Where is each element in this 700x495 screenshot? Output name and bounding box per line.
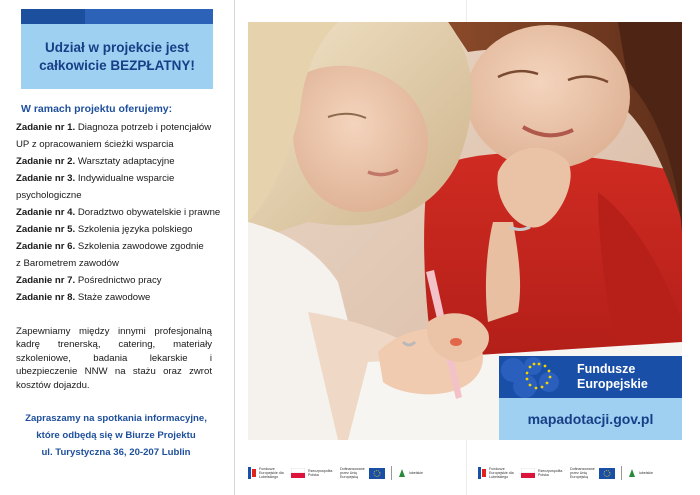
task-text: Indywidualne wsparcie <box>77 173 175 184</box>
eu-flag-icon <box>599 468 615 479</box>
poland-text: Rzeczpospolita Polska <box>538 469 563 477</box>
eu-funds-url-box <box>499 398 682 440</box>
region-mark-icon <box>398 468 406 478</box>
task-label: Zadanie nr 1. <box>16 122 76 133</box>
task-text: Szkolenia języka polskiego <box>77 224 193 235</box>
poland-flag-icon <box>521 468 535 478</box>
left-panel <box>0 0 234 495</box>
banner-line-1: Udział w projekcie jest <box>44 39 190 55</box>
task-text: Pośrednictwo pracy <box>77 275 162 286</box>
free-participation-banner <box>21 24 213 89</box>
funds-mark-icon <box>248 467 256 479</box>
eu-stars-icon <box>499 356 569 398</box>
task-line <box>16 272 232 289</box>
poland-logo <box>291 468 334 478</box>
poland-text: Rzeczpospolita Polska <box>308 469 333 477</box>
region-logo <box>398 468 435 478</box>
header-bar-dark <box>21 9 85 24</box>
task-list <box>16 119 232 306</box>
logo-strip-right <box>478 462 665 484</box>
header-bar-mid <box>85 9 213 24</box>
task-line <box>16 255 232 272</box>
eu-funds-title <box>577 362 648 392</box>
funds-mark-icon <box>478 467 486 479</box>
task-line <box>16 136 232 153</box>
task-label: Zadanie nr 2. <box>16 156 76 167</box>
eu-cofinanced-text: Dofinansowane przez Unię Europejską <box>340 467 365 479</box>
region-mark-icon <box>628 468 636 478</box>
task-line <box>16 221 232 238</box>
task-line <box>16 187 232 204</box>
region-logo <box>628 468 665 478</box>
task-line <box>16 153 232 170</box>
eu-funds-url: mapadotacji.gov.pl <box>527 411 654 427</box>
task-label: Zadanie nr 5. <box>16 224 76 235</box>
task-text: Warsztaty adaptacyjne <box>77 156 175 167</box>
logo-separator <box>391 466 392 480</box>
benefits-paragraph: Zapewniamy między innymi profesjonalną kadrę trenerską, catering, materiały szkoleniowe, badania lekarskie i ubezpieczenie NNW na stażu oraz zwrot kosztów dojazdu. <box>16 326 212 391</box>
eu-funds-line-1: Fundusze <box>577 362 636 376</box>
logo-strip-middle <box>248 462 435 484</box>
task-label: Zadanie nr 3. <box>16 173 76 184</box>
task-line <box>16 238 232 255</box>
invitation-line-1: Zapraszamy na spotkania informacyjne, <box>25 413 207 424</box>
region-text: lubelskie <box>409 471 423 475</box>
eu-funds-logo <box>499 356 682 440</box>
eu-cofinanced-logo <box>570 467 615 479</box>
banner-line-2: całkowicie BEZPŁATNY! <box>39 57 195 73</box>
region-text: lubelskie <box>639 471 653 475</box>
invitation <box>16 410 216 461</box>
funds-lubelskie-text: Fundusze Europejskie dla Lubelskiego <box>259 467 284 479</box>
eu-funds-header <box>499 356 682 398</box>
task-line <box>16 170 232 187</box>
logo-separator <box>621 466 622 480</box>
eu-cofinanced-text: Dofinansowane przez Unię Europejską <box>570 467 595 479</box>
task-label: Zadanie nr 8. <box>16 292 76 303</box>
funds-lubelskie-logo <box>478 467 515 479</box>
task-text: z Barometrem zawodów <box>16 258 119 269</box>
task-text: Szkolenia zawodowe zgodnie <box>77 241 204 252</box>
task-text: psychologiczne <box>16 190 82 201</box>
eu-cofinanced-logo <box>340 467 385 479</box>
task-line <box>16 204 232 221</box>
poland-flag-icon <box>291 468 305 478</box>
task-line <box>16 289 232 306</box>
task-line <box>16 119 232 136</box>
invitation-line-2: które odbędą się w Biurze Projektu <box>36 430 196 441</box>
task-label: Zadanie nr 6. <box>16 241 76 252</box>
task-text: Diagnoza potrzeb i potencjałów <box>77 122 212 133</box>
task-text: Staże zawodowe <box>77 292 151 303</box>
funds-lubelskie-logo <box>248 467 285 479</box>
eu-funds-line-2: Europejskie <box>577 377 648 391</box>
poland-logo <box>521 468 564 478</box>
task-text: UP z opracowaniem ścieżki wsparcia <box>16 139 174 150</box>
task-text: Doradztwo obywatelskie i prawne <box>77 207 221 218</box>
invitation-address: ul. Turystyczna 36, 20-207 Lublin <box>41 447 191 458</box>
task-label: Zadanie nr 7. <box>16 275 76 286</box>
eu-flag-icon <box>369 468 385 479</box>
funds-lubelskie-text: Fundusze Europejskie dla Lubelskiego <box>489 467 514 479</box>
fold-line <box>234 0 235 495</box>
task-label: Zadanie nr 4. <box>16 207 76 218</box>
offer-heading: W ramach projektu oferujemy: <box>21 103 173 115</box>
